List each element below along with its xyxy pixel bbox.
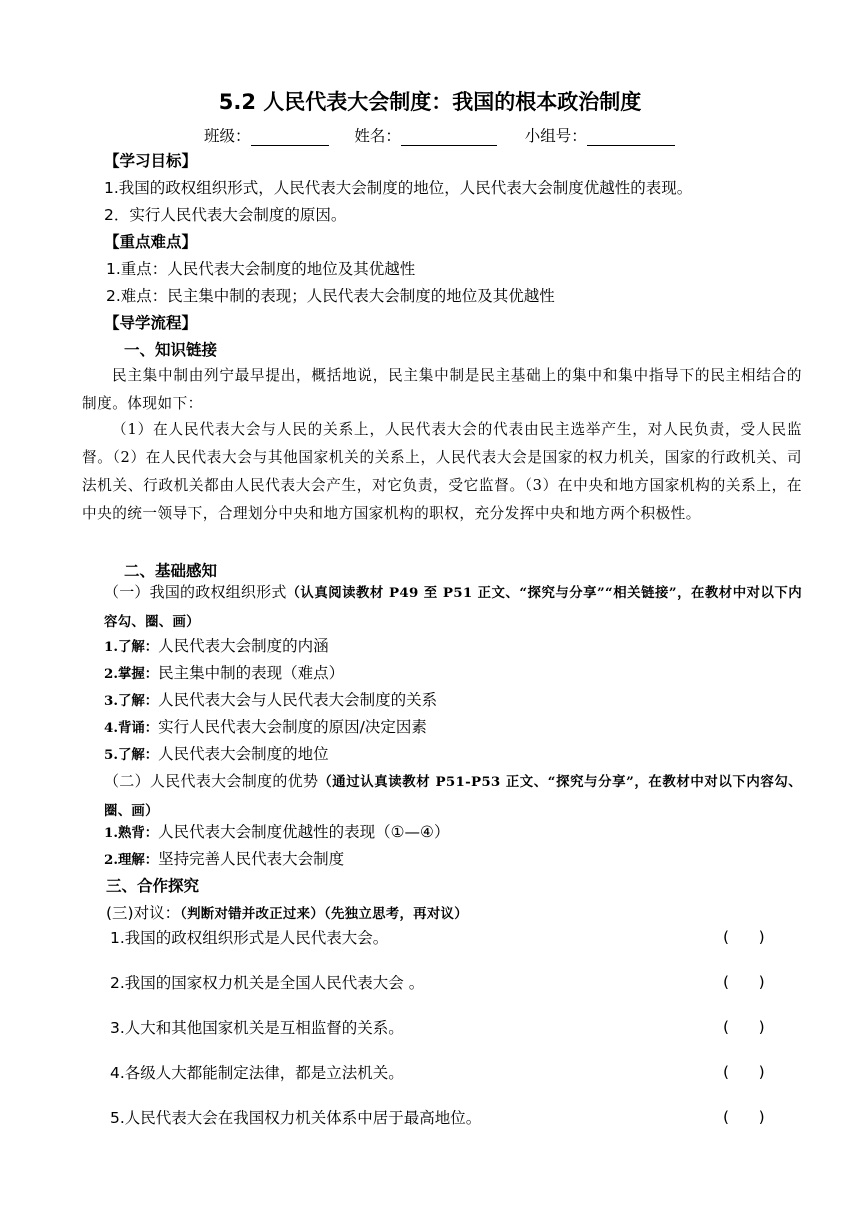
item-text: 人民代表大会制度的地位 [158,745,329,763]
item-tag: 5.了解： [104,747,159,763]
class-blank[interactable] [251,129,329,146]
judgement-item: 5.人民代表大会在我国权力机关体系中居于最高地位。 [110,1109,482,1127]
sub2-title: （二）人民代表大会制度的优势 [104,772,319,790]
item-text: 人民代表大会与人民代表大会制度的关系 [158,691,438,709]
item-text: 实行人民代表大会制度的原因/决定因素 [158,718,427,736]
judgement-item: 4.各级人大都能制定法律，都是立法机关。 [110,1064,404,1082]
page-title: 5.2 人民代表大会制度：我国的根本政治制度 [218,90,642,114]
judgement-item: 2.我国的国家权力机关是全国人民代表大会 。 [110,974,425,992]
sub1-intro [104,578,802,636]
item-tag: 3.了解： [104,693,159,709]
class-label: 班级： [204,127,251,145]
flow-heading: 【导学流程】 [104,314,198,332]
item-tag: 1.熟背： [104,825,159,841]
item-text: 坚持完善人民代表大会制度 [158,850,345,868]
section3-subtitle-line [106,903,468,924]
group-label: 小组号： [524,127,587,145]
item-tag: 2.理解： [104,852,159,868]
item-tag: 1.了解： [104,639,159,655]
objective-item: 1.我国的政权组织形式，人民代表大会制度的地位，人民代表大会制度优越性的表现。 [104,179,693,197]
item-tag: 2.掌握： [104,666,159,682]
knowledge-paragraph-1: 民主集中制由列宁最早提出，概括地说，民主集中制是民主基础上的集中和集中指导下的民主相结合的制度。体现如下： [82,367,802,412]
answer-bracket[interactable]: ( ) [723,928,765,946]
item-text: 人民代表大会制度优越性的表现（①—④） [158,823,450,841]
key-point-item: 2.难点：民主集中制的表现；人民代表大会制度的地位及其优越性 [106,287,555,305]
list-item [104,717,427,738]
section1-heading: 一、知识链接 [124,341,218,359]
list-item [104,822,449,843]
list-item [104,636,329,657]
knowledge-paragraph-2: （1）在人民代表大会与人民的关系上，人民代表大会的代表由民主选举产生，对人民负责，受人民监督。（2）在人民代表大会与其他国家机关的关系上，人民代表大会是国家的权力机关，国家的行政机关、司法机关、行政机关都由人民代表大会产生，对它负责，受它监督。（3）在中央和地方国家机构的关系上，在中央的统一领导下，合理划分中央和地方国家机构的职权，充分发挥中央和地方两个积极性。 [82,421,802,522]
group-blank[interactable] [587,129,675,146]
item-tag: 4.背诵： [104,720,159,736]
item-text: 人民代表大会制度的内涵 [158,637,329,655]
answer-bracket[interactable]: ( ) [723,1108,765,1126]
sub1-note: （认真阅读教材 P49 至 P51 正文、“探究与分享”“相关链接”，在教材中对以下内容勾、圈、画） [104,585,802,630]
section3-note: （判断对错并改正过来）（先独立思考，再对议） [180,906,468,922]
list-item [104,849,344,870]
name-label: 姓名： [354,127,401,145]
objective-item: 2．实行人民代表大会制度的原因。 [104,206,347,224]
student-info-fields [204,124,675,146]
answer-bracket[interactable]: ( ) [723,1018,765,1036]
section2-heading: 二、基础感知 [124,562,218,580]
list-item [104,744,329,765]
section3-subtitle: (三)对议： [106,904,181,922]
judgement-item: 1.我国的政权组织形式是人民代表大会。 [110,929,389,947]
section3-heading: 三、合作探究 [106,877,200,895]
objectives-heading: 【学习目标】 [104,152,198,170]
key-points-heading: 【重点难点】 [104,233,198,251]
answer-bracket[interactable]: ( ) [723,973,765,991]
name-blank[interactable] [401,129,497,146]
item-text: 民主集中制的表现（难点） [158,664,345,682]
judgement-item: 3.人大和其他国家机关是互相监督的关系。 [110,1019,404,1037]
sub2-note: （通过认真读教材 P51-P53 正文、“探究与分享”，在教材中对以下内容勾、圈、画） [104,774,803,819]
list-item [104,690,437,711]
sub2-intro [104,767,802,825]
answer-bracket[interactable]: ( ) [723,1063,765,1081]
key-point-item: 1.重点：人民代表大会制度的地位及其优越性 [106,260,416,278]
sub1-title: （一）我国的政权组织形式 [104,583,287,601]
list-item [104,663,344,684]
